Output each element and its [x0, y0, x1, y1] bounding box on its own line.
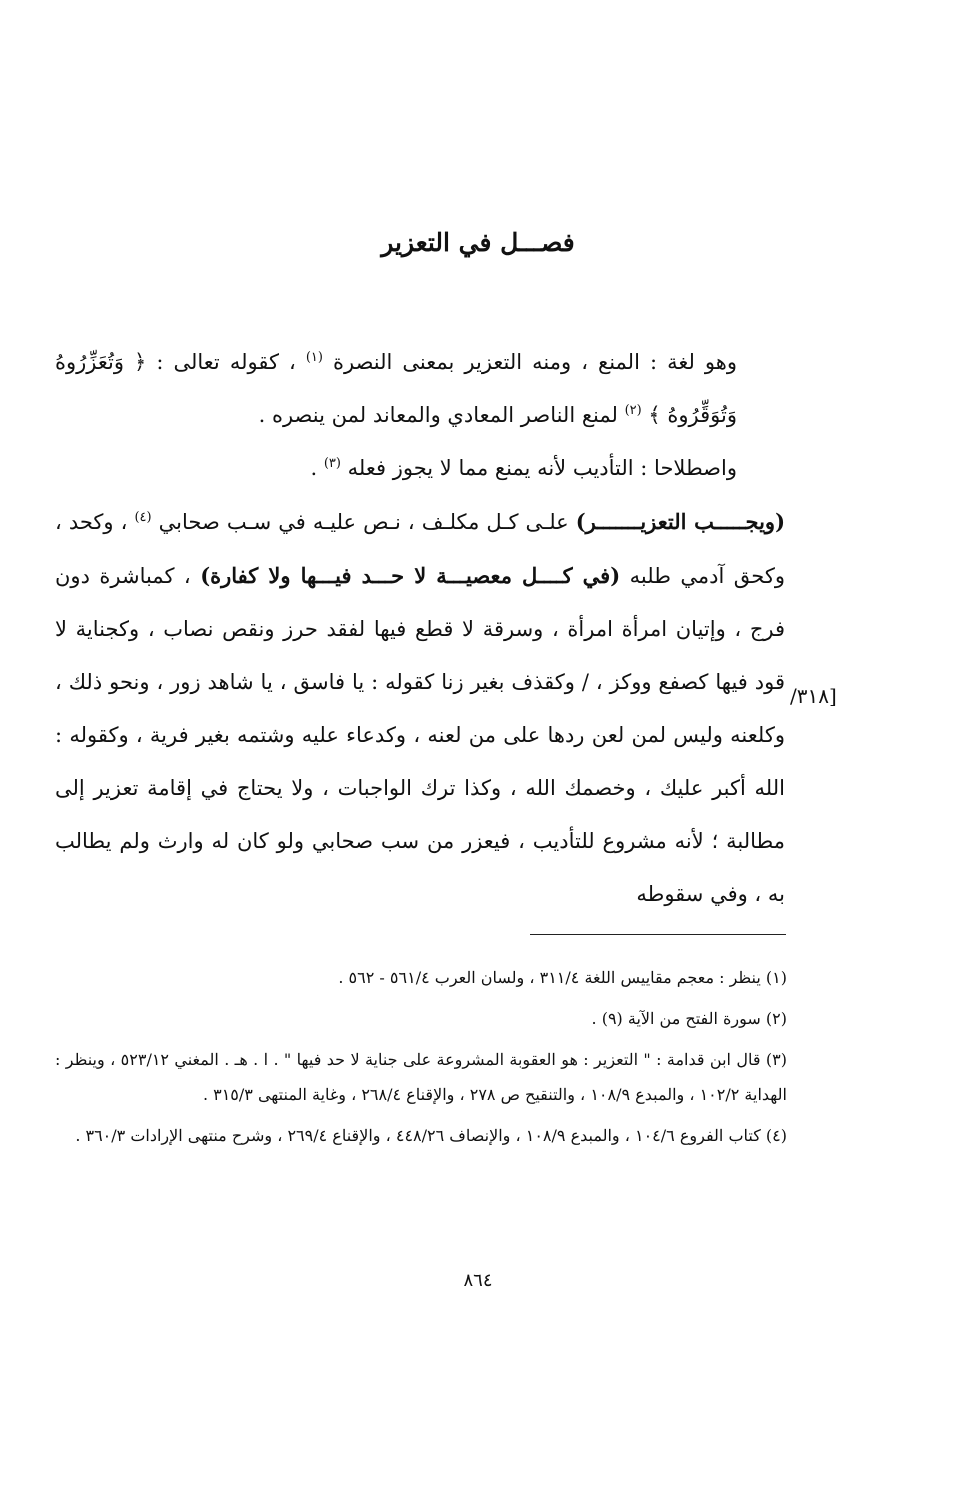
paragraph-ruling: [55, 495, 785, 921]
manuscript-page-reference: /٣١٨]: [790, 684, 837, 708]
paragraph-definition-language: [55, 336, 785, 442]
footnote-ref: (٢): [624, 403, 642, 418]
footnote-divider: [530, 934, 786, 935]
paragraph-definition-term: [55, 442, 785, 495]
paragraph-text: لمنع الناصر المعادي والمعاند لمن ينصره .: [258, 403, 618, 427]
page-title: فصـــل في التعزير: [381, 228, 575, 257]
paragraph-text: ، وكحد ، وكحق آدمي طلبه: [55, 510, 785, 588]
paragraph-text: وهو لغة : المنع ، ومنه التعزير بمعنى النصرة: [333, 350, 737, 374]
footnote-ref: (٤): [134, 510, 152, 525]
footnote-1: (١) ينظر : معجم مقاييس اللغة ٣١١/٤ ، ولسان العرب ٥٦١/٤ - ٥٦٢ .: [338, 968, 787, 987]
footnote-2: (٢) سورة الفتح من الآية (٩) .: [591, 1009, 787, 1028]
footnote-3: (٣) قال ابن قدامة : " التعزير : هو العقوبة المشروعة على جناية لا حد فيها " . ا . هـ . المغني ٥٢٣/١٢ ، وينظر : الهداية ١٠٢/٢ ، والمبدع ١٠٨/٩ ، والتنقيح ص ٢٧٨ ، والإقناع ٢٦٨/٤ ، وغاية المنتهى ٣١٥/٣ .: [55, 1050, 787, 1104]
paragraph-text: ، كمباشرة دون فرج ، وإتيان امرأة امرأة ، وسرقة لا قطع فيها لفقد حرز ونقص نصاب ، وكجناية لا قود فيها كصفع ووكز ، / وكقذف بغير زنا كقوله : يا فاسق ، يا شاهد زور ، ونحو ذلك ، وكلعنه وليس لمن لعن ردها على من لعنه ، وكدعاء عليه وشتمه بغير فرية ، وكقوله : الله أكبر عليك ، وخصمك الله ، وكذا ترك الواجبات ، ولا يحتاج في إقامة تعزير إلى مطالبة ؛ لأنه مشروع للتأديب ، فيعزر من سب صحابي ولو كان له وارث ولم يطالب به ، وفي سقوطه: [55, 564, 785, 906]
footnotes: [55, 960, 787, 1159]
footnote-ref: (١): [305, 350, 323, 365]
footnote-ref: (٣): [323, 456, 341, 471]
paragraph-text: ، كقوله تعالى : ﴿ وَتُعَزِّرُوهُ وَتُوَقِّرُوهُ ﴾: [55, 350, 737, 427]
main-text: [55, 336, 785, 921]
paragraph-text: واصطلاحا : التأديب لأنه يمنع مما لا يجوز فعله: [347, 456, 737, 480]
matn-text: (في كــــل معصيـــة لا حـــد فيـــها ولا كفارة): [200, 563, 621, 588]
paragraph-text: علـى كـل مكلـف ، نـص عليـه في سـب صحابي: [158, 510, 569, 534]
page-number: ٨٦٤: [463, 1270, 493, 1291]
footnote-4: (٤) كتاب الفروع ١٠٤/٦ ، والمبدع ١٠٨/٩ ، والإنصاف ٤٤٨/٢٦ ، والإقناع ٢٦٩/٤ ، وشرح منتهى الإرادات ٣٦٠/٣ .: [75, 1126, 787, 1145]
matn-text: (ويجـــــب التعزيـــــــر): [575, 509, 786, 534]
paragraph-text: .: [310, 456, 318, 480]
